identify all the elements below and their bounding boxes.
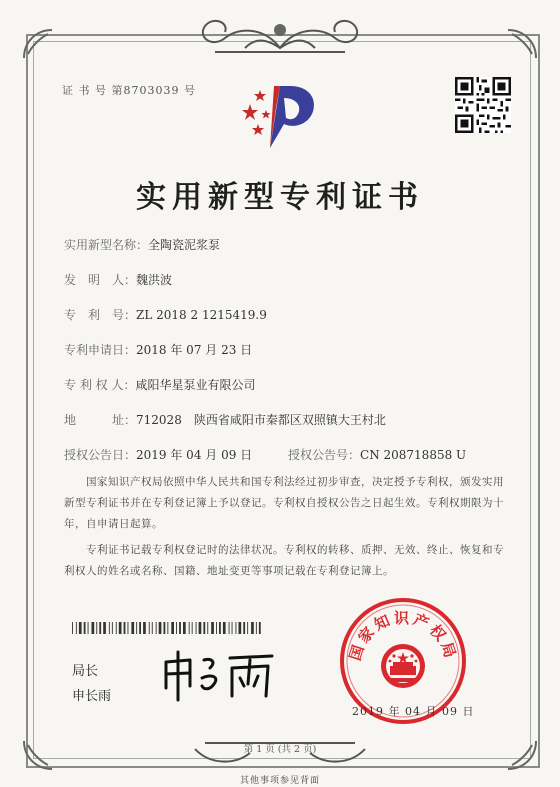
field-inventor: [64, 271, 172, 288]
top-ornament: [185, 8, 375, 58]
field-value: 魏洪波: [136, 273, 173, 287]
barcode-bar: [203, 622, 205, 634]
barcode-bar: [176, 622, 177, 634]
barcode-bar: [159, 622, 162, 634]
field-label: 专利申请日：: [64, 343, 137, 357]
field-grant-number: [288, 446, 466, 463]
barcode-bar: [183, 622, 186, 634]
cnipa-logo: [240, 78, 320, 153]
field-label: 发 明 人：: [64, 273, 137, 287]
field-value: 2018 年 07 月 23 日: [136, 343, 253, 357]
barcode-bar: [128, 622, 129, 634]
field-label: 授权公告日：: [64, 448, 137, 462]
page-number: 第 1 页 (共 2 页): [243, 744, 317, 755]
field-address: [64, 411, 386, 428]
field-value: 2019 年 04 月 09 日: [136, 448, 253, 462]
barcode-bar: [109, 622, 110, 634]
barcode-bar: [88, 622, 89, 634]
field-label: 专 利 权 人：: [64, 378, 136, 392]
field-utility-model-name: [64, 236, 220, 253]
barcode-bar: [229, 622, 230, 634]
seal-date: 2019 年 04 月 09 日: [352, 705, 475, 718]
barcode-bar: [116, 622, 117, 634]
barcode-bar: [171, 622, 174, 634]
barcode-bar: [84, 622, 86, 634]
barcode-bar: [149, 622, 150, 634]
field-value: 全陶瓷泥浆泵: [148, 238, 221, 252]
barcode-bar: [179, 622, 181, 634]
barcode-bar: [72, 622, 73, 634]
field-label: 实用新型名称：: [64, 238, 149, 252]
field-label: 地 址：: [64, 413, 137, 427]
barcode-bar: [192, 622, 193, 634]
barcode-bar: [152, 622, 153, 634]
barcode-bar: [143, 622, 146, 634]
barcode-bar: [216, 622, 217, 634]
barcode-bar: [92, 622, 95, 634]
barcode-bar: [196, 622, 197, 634]
field-value: ZL 2018 2 1215419.9: [136, 308, 267, 322]
field-value: CN 208718858 U: [360, 448, 467, 462]
barcode-bar: [119, 622, 122, 634]
barcode-bar: [103, 622, 106, 634]
qr-code-icon: [455, 77, 511, 133]
barcode-bar: [139, 622, 141, 634]
barcode-bar: [251, 622, 254, 634]
barcode-bar: [136, 622, 137, 634]
barcode-bar: [99, 622, 101, 634]
barcode-bar: [207, 622, 208, 634]
barcode-bar: [189, 622, 190, 634]
certificate-number: 证 书 号 第8703039 号: [62, 84, 196, 97]
seal-text: 国家知识产权局: [345, 609, 461, 663]
barcode-bar: [232, 622, 233, 634]
barcode-bar: [247, 622, 248, 634]
barcode-bar: [79, 622, 82, 634]
director-title: 局长: [72, 664, 99, 679]
barcode-bar: [112, 622, 113, 634]
barcode-bar: [211, 622, 214, 634]
barcode-bar: [199, 622, 202, 634]
field-grant-date: [64, 446, 252, 463]
barcode-bar: [167, 622, 168, 634]
barcode: [72, 622, 262, 634]
field-patentee: [64, 376, 255, 393]
field-label: 授权公告号：: [288, 448, 361, 462]
field-patent-number: [64, 306, 267, 323]
barcode-bar: [164, 622, 166, 634]
barcode-bar: [131, 622, 134, 634]
grant-statement: 国家知识产权局依照中华人民共和国专利法经过初步审查，决定授予专利权，颁发实用新型专利证书并在专利登记簿上予以登记。专利权自授权公告之日起生效。专利权期限为十年，自申请日起算。: [64, 476, 504, 530]
certificate-title: 实用新型专利证书: [136, 180, 424, 215]
legal-status-note: 专利证书记载专利权登记时的法律状况。专利权的转移、质押、无效、终止、恢复和专利权人的姓名或名称、国籍、地址变更等事项记载在专利登记簿上。: [64, 544, 504, 577]
barcode-bar: [223, 622, 226, 634]
barcode-bar: [219, 622, 221, 634]
handwritten-signature: [160, 648, 280, 704]
barcode-bar: [96, 622, 97, 634]
field-value: 咸阳华星泵业有限公司: [135, 378, 256, 392]
barcode-bar: [243, 622, 245, 634]
barcode-bar: [124, 622, 126, 634]
field-value: 712028 陕西省咸阳市秦都区双照镇大王村北: [136, 413, 386, 427]
barcode-bar: [239, 622, 242, 634]
field-label: 专 利 号：: [64, 308, 137, 322]
field-filing-date: [64, 341, 252, 358]
director-name: 申长雨: [72, 689, 112, 704]
barcode-bar: [156, 622, 157, 634]
barcode-bar: [236, 622, 237, 634]
see-reverse-note: 其他事项参见背面: [239, 776, 320, 786]
barcode-bar: [259, 622, 261, 634]
barcode-bar: [256, 622, 257, 634]
corner-ornament-top-right: [502, 24, 542, 64]
barcode-bar: [76, 622, 77, 634]
corner-ornament-top-left: [18, 24, 58, 64]
